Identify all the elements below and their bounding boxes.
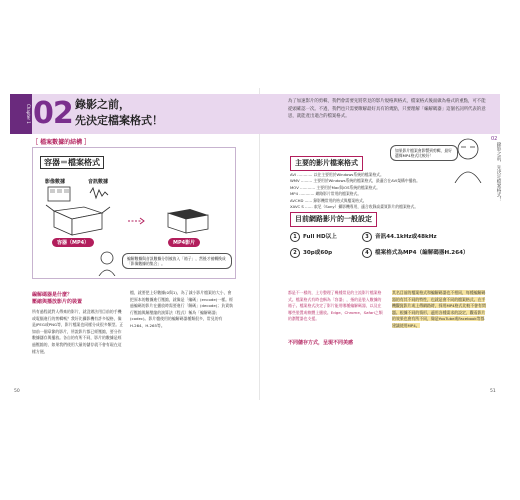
section-title-line1: 錄影之前， [75, 98, 130, 111]
right-column-1 [288, 290, 383, 323]
structure-heading: ［ 檔案數據的結構 ］ [32, 139, 91, 146]
codec-question-line2: 壓縮與播放影片的裝置 [32, 299, 83, 305]
format-item: WMV ……… 主要用於Windows系統的檔案格式，最適合在AVI架構中播放。 [290, 178, 420, 184]
section-number: 02 [33, 96, 73, 131]
format-item: AVCHD …… 錄影機常用的格式與檔案格式。 [290, 197, 367, 203]
codec-question-line1: 編解碼器是什麼？ [32, 292, 73, 298]
intro-paragraph: 為了加速影片的剪輯，我們會需要先將常見的影片規格與格式，檔案格式後面做為格式的重點，可不能從頭確認一次。不過，我們也只需要瞭解最好具有的幾點，只要理解「編解碼器」這個名詞所代表的意思，就能產出適合的檔案格式。 [288, 99, 486, 119]
right-column-2-text: 其名目前的檔案格式和編解碼器也不相同，每種編解碼器的有其不同的特性，也就是會不同的檔案格式。在手機觀賞影片或上傳網路時，採用MP4格式比較不會有問題。根據不同的情形，適用各種需求的設定，觀看影片的效果也會有所不同，像是YouTube或Facebook等都建議使用MP4。 [392, 290, 486, 328]
explanation-bubble: 編解數據與音訊數據分別被放入「箱子」，然後才被轉換成「影像數據的集合」。 [122, 253, 232, 269]
setting-number: 3 [362, 232, 372, 242]
right-column-1-text: 都是不一樣的，上方整理了幾種常見的主流影片檔案格式。檔案格式有時也稱為「容器」，指的是裝入數據的箱子。檔案格式決定了影片能用哪種編解碼器，以及在哪些裝置或軟體上播放。Edge、Chrome、Safari之類的瀏覽器也支援。 [288, 290, 383, 322]
format-item: XAVC S …… 索尼（Sony）攝影機專用，適合收錄高畫質影片的檔案格式。 [290, 204, 419, 210]
page-number-left: 50 [14, 389, 20, 394]
format-item: MOV ………… 主要用於Mac與iOS系統的檔案格式。 [290, 184, 380, 190]
section-title-line2: 先決定檔案格式！ [75, 114, 163, 127]
setting-item-4 [362, 248, 469, 258]
page-number-right: 51 [490, 389, 496, 394]
arrow-right-icon [128, 218, 144, 224]
closed-box-icon [168, 209, 208, 233]
side-running-title: 錄影之前，先決定檔案格式！ [496, 142, 501, 202]
left-column-2: 檔，就要把上好數據(0與1)，為了減小影片檔案的大小，會把原本的數據進行壓縮，就像是「編碼」(encode)一樣。經過編碼的影片在播放時需要進行「解碼」(decode)；負責執行壓縮與解壓縮的演算法（程式）稱為「編解碼器」(codec)。影片檔使用的編解碼器種類很多，常見的有H.264、H.265等。 [130, 290, 233, 328]
section-title [75, 97, 163, 129]
format-item: MP4 ………… 網路影片常用的檔案格式。 [290, 191, 362, 197]
side-section-number: 02 [491, 136, 498, 142]
tip-bubble: 如果影片檔案會影響到剪輯，最好選擇MP4格式比較好！ [390, 145, 458, 161]
container-title: 容器＝檔案格式 [40, 156, 104, 169]
formats-list [290, 172, 465, 210]
mp4-video-pill: MP4影片 [168, 238, 200, 247]
chapter-label: Chapter 1 [26, 104, 31, 124]
setting-number: 4 [362, 248, 372, 258]
person-illustration [96, 250, 118, 276]
net-settings-heading: 目前網路影片的一般設定 [290, 212, 377, 227]
page-gutter [259, 88, 260, 400]
setting-item-3 [362, 232, 437, 242]
format-item: AVI ………… 以往主要用於Windows系統的檔案格式。 [290, 172, 384, 177]
left-column-1: 所有過程就對人傳來的影片，就沒辦法用目前的手機或電腦進行的剪輯嗎？我好比攝影機有許多規格，像是JPEG或PNG等，影片檔案也同樣分成很多類型。正如前一個章節的影片，所說影片都已經壓縮，要分作數據儲存與播放。各自的有所不同，影片的數據是經過壓縮的，如果我們使用大量的儲存就不會有現在這樣方便。 [32, 309, 124, 354]
main-formats-heading: 主要的影片檔案格式 [290, 156, 363, 171]
codec-question-heading [32, 292, 82, 306]
storage-heading: 不同儲存方式，呈現不同美感 [288, 340, 354, 346]
setting-item-1 [290, 232, 337, 242]
setting-text: 30p或60p [303, 250, 333, 256]
open-box-icon [46, 205, 110, 235]
setting-text: 音訊44.1kHz或48kHz [375, 234, 437, 240]
sound-wave-icon [90, 188, 108, 198]
container-mp4-pill: 容器（MP4） [52, 238, 94, 247]
setting-text: Full HD以上 [303, 234, 337, 240]
right-column-2 [392, 290, 487, 330]
video-data-label: 影像數據 [45, 179, 66, 185]
setting-text: 檔案格式為MP4（編解碼器H.264） [375, 250, 469, 256]
audio-data-label: 音訊數據 [88, 179, 109, 185]
setting-number: 2 [290, 248, 300, 258]
setting-item-2 [290, 248, 332, 258]
film-strip-icon [48, 187, 70, 201]
setting-number: 1 [290, 232, 300, 242]
